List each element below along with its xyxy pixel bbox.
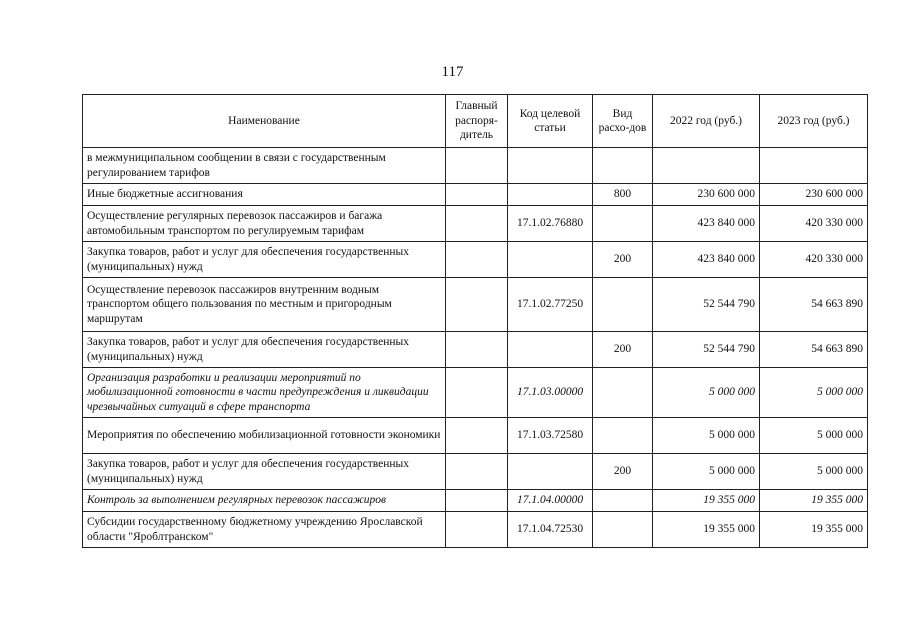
- cell-2022: 423 840 000: [653, 242, 760, 278]
- cell-manager: [446, 418, 508, 454]
- table-row: [83, 242, 868, 278]
- cell-2023: 420 330 000: [760, 206, 868, 242]
- cell-code: 17.1.02.76880: [508, 206, 593, 242]
- header-code: Код целевой статьи: [508, 95, 593, 148]
- cell-2023: 54 663 890: [760, 278, 868, 332]
- cell-code: [508, 148, 593, 184]
- cell-2023: [760, 148, 868, 184]
- table-row: [83, 368, 868, 418]
- budget-table: [82, 94, 868, 548]
- table-row: [83, 490, 868, 512]
- cell-kind: 800: [593, 184, 653, 206]
- cell-name: Закупка товаров, работ и услуг для обеспечения государственных (муниципальных) нужд: [83, 242, 446, 278]
- cell-name: Иные бюджетные ассигнования: [83, 184, 446, 206]
- cell-name: Контроль за выполнением регулярных перевозок пассажиров: [83, 490, 446, 512]
- table-row: [83, 278, 868, 332]
- cell-code: [508, 454, 593, 490]
- table-row: [83, 184, 868, 206]
- cell-kind: 200: [593, 454, 653, 490]
- cell-2022: 5 000 000: [653, 454, 760, 490]
- table-body: [83, 148, 868, 548]
- cell-manager: [446, 184, 508, 206]
- cell-kind: [593, 148, 653, 184]
- cell-code: [508, 242, 593, 278]
- cell-name: Закупка товаров, работ и услуг для обеспечения государственных (муниципальных) нужд: [83, 454, 446, 490]
- cell-2022: 52 544 790: [653, 332, 760, 368]
- cell-2022: [653, 148, 760, 184]
- cell-2022: 230 600 000: [653, 184, 760, 206]
- cell-manager: [446, 278, 508, 332]
- cell-code: 17.1.04.00000: [508, 490, 593, 512]
- cell-code: 17.1.04.72530: [508, 512, 593, 548]
- cell-code: 17.1.03.72580: [508, 418, 593, 454]
- cell-kind: 200: [593, 242, 653, 278]
- table-row: [83, 148, 868, 184]
- cell-2023: 420 330 000: [760, 242, 868, 278]
- cell-2023: 5 000 000: [760, 418, 868, 454]
- cell-2023: 54 663 890: [760, 332, 868, 368]
- cell-manager: [446, 242, 508, 278]
- cell-2022: 19 355 000: [653, 512, 760, 548]
- cell-name: Субсидии государственному бюджетному учреждению Ярославской области "Яроблтранском": [83, 512, 446, 548]
- table-row: [83, 332, 868, 368]
- cell-code: 17.1.02.77250: [508, 278, 593, 332]
- cell-2023: 19 355 000: [760, 490, 868, 512]
- cell-kind: [593, 368, 653, 418]
- cell-2022: 5 000 000: [653, 418, 760, 454]
- cell-code: 17.1.03.00000: [508, 368, 593, 418]
- cell-kind: [593, 206, 653, 242]
- cell-name: Закупка товаров, работ и услуг для обеспечения государственных (муниципальных) нужд: [83, 332, 446, 368]
- cell-2023: 5 000 000: [760, 368, 868, 418]
- cell-code: [508, 332, 593, 368]
- cell-2022: 52 544 790: [653, 278, 760, 332]
- cell-2023: 230 600 000: [760, 184, 868, 206]
- header-name: Наименование: [83, 95, 446, 148]
- cell-kind: 200: [593, 332, 653, 368]
- cell-kind: [593, 512, 653, 548]
- cell-name: Мероприятия по обеспечению мобилизационной готовности экономики: [83, 418, 446, 454]
- cell-name: Осуществление регулярных перевозок пассажиров и багажа автомобильным транспортом по регулируемым тарифам: [83, 206, 446, 242]
- cell-kind: [593, 278, 653, 332]
- table-row: [83, 512, 868, 548]
- page-number: 117: [441, 64, 464, 80]
- cell-code: [508, 184, 593, 206]
- cell-name: в межмуниципальном сообщении в связи с государственным регулированием тарифов: [83, 148, 446, 184]
- cell-kind: [593, 418, 653, 454]
- header-2022: 2022 год (руб.): [653, 95, 760, 148]
- cell-manager: [446, 206, 508, 242]
- cell-manager: [446, 512, 508, 548]
- table-row: [83, 454, 868, 490]
- table-row: [83, 418, 868, 454]
- cell-manager: [446, 368, 508, 418]
- cell-manager: [446, 454, 508, 490]
- header-row: [83, 95, 868, 148]
- cell-manager: [446, 332, 508, 368]
- header-kind: Вид расхо-дов: [593, 95, 653, 148]
- cell-manager: [446, 148, 508, 184]
- table-row: [83, 206, 868, 242]
- cell-2023: 5 000 000: [760, 454, 868, 490]
- cell-name: Осуществление перевозок пассажиров внутренним водным транспортом общего пользования по местным и пригородным маршрутам: [83, 278, 446, 332]
- cell-kind: [593, 490, 653, 512]
- cell-manager: [446, 490, 508, 512]
- cell-2022: 423 840 000: [653, 206, 760, 242]
- cell-2022: 5 000 000: [653, 368, 760, 418]
- header-manager: Главный распоря-дитель: [446, 95, 508, 148]
- cell-2023: 19 355 000: [760, 512, 868, 548]
- cell-name: Организация разработки и реализации мероприятий по мобилизационной готовности в части предупреждения и ликвидации чрезвычайных ситуаций в сфере транспорта: [83, 368, 446, 418]
- header-2023: 2023 год (руб.): [760, 95, 868, 148]
- cell-2022: 19 355 000: [653, 490, 760, 512]
